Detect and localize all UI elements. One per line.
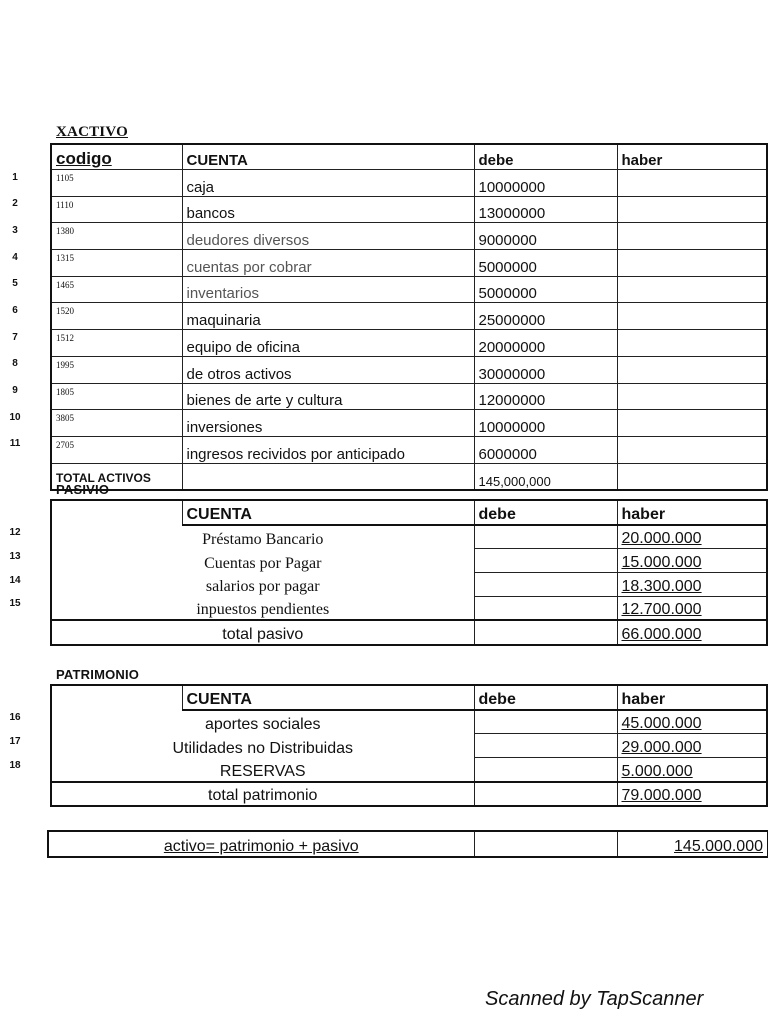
- debe-value: 6000000: [474, 436, 617, 463]
- account-code: 1380: [51, 223, 182, 250]
- patrimonio-row: [51, 710, 767, 734]
- activo-row: [51, 356, 767, 383]
- row-number: 6: [12, 304, 18, 316]
- account-code: 1995: [51, 356, 182, 383]
- activo-row: [51, 276, 767, 303]
- haber-value: [617, 303, 767, 330]
- pasivo-row: [51, 525, 767, 549]
- row-number: 18: [9, 759, 21, 771]
- haber-value: 45.000.000: [617, 710, 767, 734]
- header-debe: debe: [474, 500, 617, 525]
- header-cuenta: CUENTA: [182, 500, 474, 525]
- account-code: 3805: [51, 410, 182, 437]
- row-number: 3: [12, 224, 18, 236]
- header-blank: [51, 500, 182, 525]
- total-debe-blank: [474, 782, 617, 807]
- row-number: 15: [9, 598, 21, 610]
- debe-value: [474, 525, 617, 549]
- patrimonio-header-row: [51, 685, 767, 710]
- account-name: aportes sociales: [204, 715, 321, 733]
- row-number: 12: [9, 526, 21, 538]
- pasivo-total-row: [51, 620, 767, 645]
- patrimonio-section-title: PATRIMONIO: [56, 667, 140, 682]
- pasivo-section-title: PASIVIO: [56, 482, 110, 497]
- row-number: 11: [9, 438, 21, 450]
- equation-value: 145.000.000: [617, 831, 768, 857]
- account-code: 2705: [51, 436, 182, 463]
- pasivo-row: [51, 596, 767, 620]
- total-value: 66.000.000: [617, 620, 767, 645]
- header-debe: debe: [474, 144, 617, 170]
- haber-value: 29.000.000: [617, 734, 767, 758]
- debe-value: [474, 710, 617, 734]
- row-number: 10: [9, 411, 21, 423]
- account-name: inversiones: [182, 410, 474, 437]
- haber-value: [617, 383, 767, 410]
- debe-value: [474, 734, 617, 758]
- total-value: 145,000,000: [474, 463, 617, 490]
- activo-total-row: [51, 463, 767, 490]
- account-name: salarios por pagar: [205, 578, 320, 596]
- debe-value: 5000000: [474, 250, 617, 277]
- debe-value: 10000000: [474, 170, 617, 197]
- debe-value: 10000000: [474, 410, 617, 437]
- total-label: TOTAL ACTIVOS: [51, 463, 182, 490]
- haber-value: 12.700.000: [617, 596, 767, 620]
- account-code: 1110: [51, 196, 182, 223]
- header-debe: debe: [474, 685, 617, 710]
- patrimonio-total-row: [51, 782, 767, 807]
- debe-value: 9000000: [474, 223, 617, 250]
- row-number: 1: [12, 171, 18, 183]
- header-haber: haber: [617, 500, 767, 525]
- haber-value: 5.000.000: [617, 758, 767, 782]
- debe-value: 13000000: [474, 196, 617, 223]
- account-name: cuentas por cobrar: [182, 250, 474, 277]
- activo-row: [51, 436, 767, 463]
- haber-value: [617, 276, 767, 303]
- row-number: 9: [12, 385, 18, 396]
- row-number: 7: [12, 331, 18, 343]
- account-code: 1315: [51, 250, 182, 277]
- haber-value: [617, 170, 767, 197]
- account-code: 1520: [51, 303, 182, 330]
- account-code: 1105: [51, 170, 182, 197]
- debe-value: 25000000: [474, 303, 617, 330]
- haber-value: [617, 356, 767, 383]
- account-name: ingresos recividos por anticipado: [182, 436, 474, 463]
- header-haber: haber: [617, 685, 767, 710]
- pasivo-row: [51, 549, 767, 573]
- debe-value: [474, 573, 617, 597]
- account-name: bancos: [182, 196, 474, 223]
- activo-row: [51, 410, 767, 437]
- account-code: 1805: [51, 383, 182, 410]
- pasivo-header-row: [51, 500, 767, 525]
- pasivo-row: [51, 573, 767, 597]
- header-haber: haber: [617, 144, 767, 170]
- activo-row: [51, 303, 767, 330]
- activo-section-title: XACTIVO: [56, 124, 128, 140]
- haber-value: 20.000.000: [617, 525, 767, 549]
- activo-row: [51, 223, 767, 250]
- haber-value: 15.000.000: [617, 549, 767, 573]
- debe-value: 30000000: [474, 356, 617, 383]
- patrimonio-row: [51, 734, 767, 758]
- account-name: Utilidades no Distribuidas: [172, 739, 354, 757]
- account-name: maquinaria: [182, 303, 474, 330]
- account-name: deudores diversos: [182, 223, 474, 250]
- equation-debe-cell: [474, 831, 617, 857]
- header-cuenta: CUENTA: [182, 144, 474, 170]
- activo-row: [51, 330, 767, 357]
- haber-value: [617, 196, 767, 223]
- balance-equation-row: [48, 831, 768, 857]
- total-debe-blank: [474, 620, 617, 645]
- haber-value: [617, 436, 767, 463]
- scanner-watermark: Scanned by TapScanner: [485, 988, 704, 1010]
- balance-equation-table: [47, 830, 768, 858]
- haber-value: [617, 250, 767, 277]
- total-haber-blank: [617, 463, 767, 490]
- account-name: bienes de arte y cultura: [182, 383, 474, 410]
- account-name: de otros activos: [182, 356, 474, 383]
- account-name: inventarios: [182, 276, 474, 303]
- haber-value: [617, 410, 767, 437]
- account-name: Préstamo Bancario: [202, 530, 324, 548]
- equation-label: activo= patrimonio + pasivo: [48, 831, 474, 857]
- row-number: 2: [12, 198, 18, 210]
- total-label: total pasivo: [51, 620, 474, 645]
- debe-value: 5000000: [474, 276, 617, 303]
- header-cuenta: CUENTA: [182, 685, 474, 710]
- total-blank: [182, 463, 474, 490]
- header-blank: [51, 685, 182, 710]
- debe-value: [474, 549, 617, 573]
- header-codigo: codigo: [51, 144, 182, 170]
- debe-value: 20000000: [474, 330, 617, 357]
- total-label: total patrimonio: [51, 782, 474, 807]
- debe-value: [474, 758, 617, 782]
- haber-value: [617, 223, 767, 250]
- row-number: 17: [9, 735, 21, 747]
- debe-value: 12000000: [474, 383, 617, 410]
- patrimonio-table: [50, 684, 768, 807]
- activo-row: [51, 250, 767, 277]
- row-number: 4: [12, 251, 18, 263]
- debe-value: [474, 596, 617, 620]
- account-code: 1465: [51, 276, 182, 303]
- activo-row: [51, 383, 767, 410]
- account-name: RESERVAS: [219, 762, 306, 780]
- total-value: 79.000.000: [617, 782, 767, 807]
- row-number: 14: [9, 574, 21, 586]
- account-name: inpuestos pendientes: [196, 601, 330, 619]
- activo-table: [50, 143, 768, 491]
- activo-row: [51, 170, 767, 197]
- account-name: equipo de oficina: [182, 330, 474, 357]
- activo-row: [51, 196, 767, 223]
- row-number: 13: [9, 550, 21, 562]
- row-number: 5: [12, 278, 18, 290]
- pasivo-table: [50, 499, 768, 646]
- haber-value: [617, 330, 767, 357]
- account-code: 1512: [51, 330, 182, 357]
- row-number: 16: [9, 711, 21, 723]
- account-name: caja: [182, 170, 474, 197]
- account-name: Cuentas por Pagar: [204, 554, 322, 572]
- haber-value: 18.300.000: [617, 573, 767, 597]
- activo-header-row: [51, 144, 767, 170]
- row-number: 8: [12, 358, 18, 370]
- patrimonio-row: [51, 758, 767, 782]
